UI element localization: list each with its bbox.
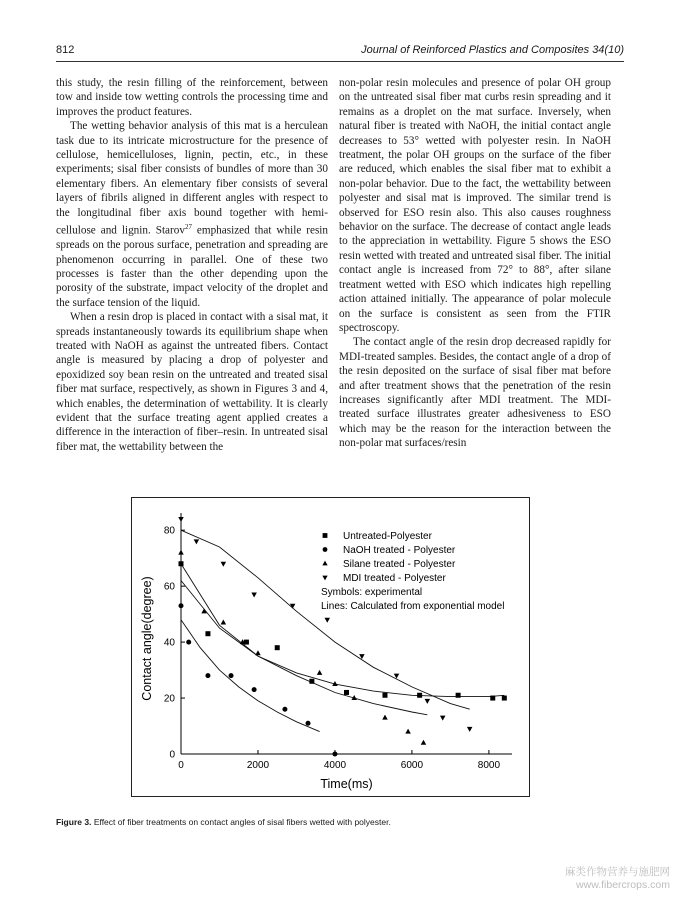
legend-note: Symbols: experimental xyxy=(321,587,423,598)
data-point-circle xyxy=(186,640,191,645)
data-point-square xyxy=(275,645,280,650)
right-column xyxy=(339,76,611,451)
figure-caption xyxy=(56,817,624,827)
left-column xyxy=(56,76,328,454)
x-tick-label: 2000 xyxy=(246,760,270,771)
y-tick-label: 60 xyxy=(163,581,175,593)
legend-label: MDI treated - Polyester xyxy=(343,573,446,584)
data-point-square xyxy=(344,690,349,695)
data-point-circle xyxy=(179,603,184,608)
data-point-triangle-up xyxy=(405,729,411,734)
data-point-triangle-up xyxy=(317,670,323,675)
y-tick-label: 40 xyxy=(163,637,175,649)
journal-name: Journal of Reinforced Plastics and Composites 34(10) xyxy=(361,44,624,56)
data-point-circle xyxy=(205,673,210,678)
data-point-triangle-up xyxy=(221,620,227,625)
data-point-square xyxy=(205,631,210,636)
data-point-triangle-down xyxy=(467,727,473,732)
y-axis-label: Contact angle(degree) xyxy=(140,576,154,701)
fit-curve xyxy=(181,620,320,732)
data-point-triangle-down xyxy=(221,562,227,567)
page-number: 812 xyxy=(56,44,75,56)
paragraph: this study, the resin filling of the reinforcement, between tow and inside tow wetting controls the processing time and improves the product features. xyxy=(56,77,328,118)
data-point-triangle-up xyxy=(178,550,184,555)
data-point-circle xyxy=(306,721,311,726)
paragraph xyxy=(56,119,328,310)
y-tick-label: 80 xyxy=(163,525,175,537)
data-point-square xyxy=(179,561,184,566)
data-point-triangle-down xyxy=(425,699,431,704)
x-tick-label: 8000 xyxy=(477,760,501,771)
header-rule xyxy=(56,61,624,62)
data-point-square xyxy=(490,696,495,701)
data-point-circle xyxy=(332,752,337,757)
legend-label: Untreated-Polyester xyxy=(343,531,432,542)
paragraph-text-continued: emphasized that while resin spreads on the porous surface, penetration and spreading are phenomenon occurring in parallel. One of these two processes is faster than the other depending upon the porosity of the substrate, impact velocity of the droplet and the surface tension of the liquid. xyxy=(56,224,328,309)
data-point-triangle-up xyxy=(382,715,388,720)
figure-caption-text: Effect of fiber treatments on contact angles of sisal fibers wetted with polyester. xyxy=(93,817,391,827)
data-point-triangle-down xyxy=(194,539,200,544)
legend-label: NaOH treated - Polyester xyxy=(343,545,456,556)
y-tick-label: 0 xyxy=(169,749,175,761)
contact-angle-chart xyxy=(131,497,530,797)
data-point-triangle-down xyxy=(322,576,327,581)
data-point-triangle-up xyxy=(322,561,327,566)
x-tick-label: 0 xyxy=(178,760,184,771)
paragraph: non-polar resin molecules and presence of polar OH group on the untreated sisal fiber mat curbs resin spreading and it remains as a droplet on the mat surface. Inversely, when natural fiber is treated with NaOH, the initial contact angle decreases to 53° wetted with polyester resin. In NaOH treatment, the polar OH groups on the surface of the fiber are reduced, which enables the sisal fiber mat to exhibit a non-polar behavior. Due to the fact, the wettability between polyester and sisal mat is improved. The similar trend is observed for ESO resin also. This also causes roughness behavior on the surface. The decrease of contact angle leads to the appreciation in wettability. Figure 5 shows the ESO resin wetted with treated and untreated sisal fiber. The initial contact angle is increased from 72° to 88°, after silane treatment wetted with ESO which indicates high repelling action attained initially. The appearance of polar molecule on the surface is consistent as seen from the FTIR spectroscopy. xyxy=(339,77,611,334)
data-point-triangle-down xyxy=(325,618,331,623)
data-point-triangle-down xyxy=(251,593,257,598)
paragraph: The contact angle of the resin drop decreased rapidly for MDI-treated samples. Besides, the contact angle of a drop of the resin deposited on the surface of sisal fiber mat before and after treatment shows that the penetration of the resin increases significantly after MDI treatment. The MDI-treated surface illustrates greater adhesiveness to ESO which may be the reason for the interaction between the non-polar mat surfaces/resin xyxy=(339,336,611,450)
x-axis-label: Time(ms) xyxy=(320,777,373,791)
data-point-circle xyxy=(282,707,287,712)
data-point-square xyxy=(417,693,422,698)
data-point-square xyxy=(323,533,328,538)
data-point-triangle-up xyxy=(421,740,427,745)
data-point-circle xyxy=(229,673,234,678)
watermark: 麻类作物营养与施肥网 www.fibercrops.com xyxy=(565,866,670,891)
legend-label: Silane treated - Polyester xyxy=(343,559,456,570)
figure-label: Figure 3. xyxy=(56,817,92,827)
data-point-triangle-down xyxy=(440,716,446,721)
fit-curve xyxy=(181,530,470,709)
legend-note: Lines: Calculated from exponential model xyxy=(321,601,505,612)
data-point-triangle-up xyxy=(255,650,261,655)
x-tick-label: 6000 xyxy=(400,760,424,771)
paragraph: When a resin drop is placed in contact with a sisal mat, it spreads instantaneously towards its equilibrium shape when treated with NaOH as against the untreated fibers. Contact angle is measured by placing a drop of polyester and epoxidized soy bean resin on the untreated and treated sisal fiber mat surface, respectively, as shown in Figures 3 and 4, which enables, the determination of wettability. It is clearly evident that the surface treating agent applied creates a difference in the interaction of fiber–resin. In untreated sisal fiber mat, the wettability between the xyxy=(56,311,328,453)
x-tick-label: 4000 xyxy=(323,760,347,771)
data-point-square xyxy=(309,679,314,684)
y-tick-label: 20 xyxy=(163,693,175,705)
data-point-square xyxy=(382,693,387,698)
data-point-circle xyxy=(323,547,328,552)
data-point-square xyxy=(502,696,507,701)
data-point-circle xyxy=(252,687,257,692)
figure-3 xyxy=(131,497,530,797)
citation-superscript: 27 xyxy=(184,223,192,232)
figure-frame xyxy=(132,498,530,797)
data-point-square xyxy=(456,693,461,698)
running-header xyxy=(56,44,624,60)
data-point-triangle-down xyxy=(178,517,184,522)
paragraph-text: The wetting behavior analysis of this mat is a herculean task due to its intricate microstructure for the presence of cellulose, hemicelluloses, lignin, pectin, etc., in these experiments; sisal fiber consists of bundles of more than 30 elementary fibers. An elementary fiber consists of several layers of fibrils aligned in different angles with respect to the longitudinal fiber axis bound together with hemi-cellulose and lignin. Starov xyxy=(56,120,328,237)
